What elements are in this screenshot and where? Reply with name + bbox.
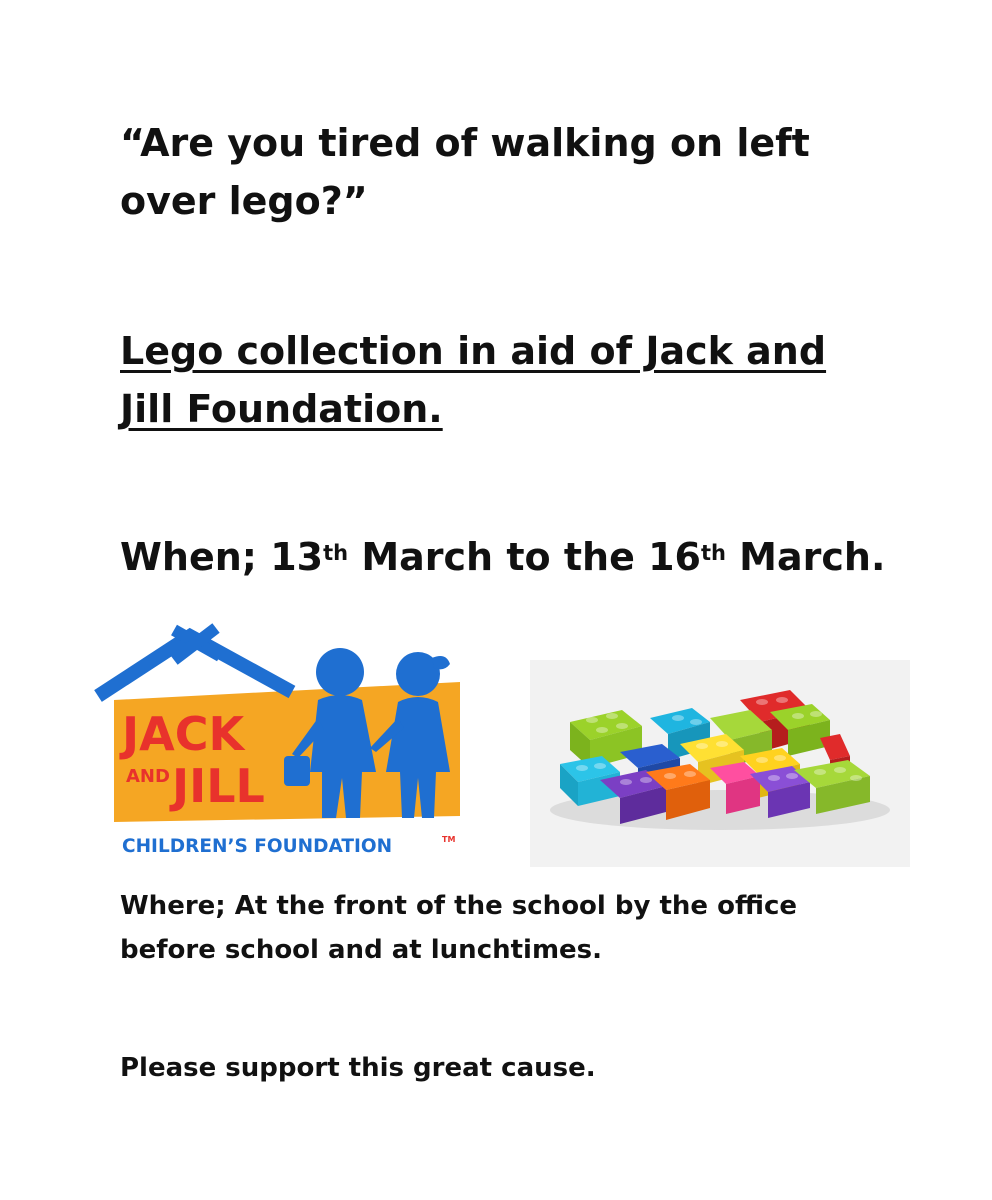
when-line	[120, 528, 886, 586]
where-text: Where; At the front of the school by the office before school and at lunchtimes.	[120, 891, 798, 965]
headline: “Are you tired of walking on left over lego?”	[120, 121, 810, 223]
logo-tm-text: TM	[442, 835, 456, 844]
when-prefix: When; 13	[120, 535, 324, 579]
logo-foundation-text: CHILDREN’S FOUNDATION	[122, 836, 393, 857]
when-suffix: March.	[725, 535, 886, 579]
support-text: Please support this great cause.	[120, 1053, 596, 1083]
cause-title: Lego collection in aid of Jack and Jill Foundation.	[120, 329, 827, 431]
logo-jill-text: JILL	[172, 759, 265, 813]
jack-and-jill-logo	[92, 622, 474, 866]
when-sup-1: th	[323, 541, 349, 565]
when-middle: March to the 16	[348, 535, 701, 579]
logo-jack-text: JACK	[122, 707, 245, 761]
lego-bricks-image	[530, 660, 910, 867]
logo-and-text: AND	[126, 766, 170, 787]
when-sup-2: th	[700, 541, 726, 565]
